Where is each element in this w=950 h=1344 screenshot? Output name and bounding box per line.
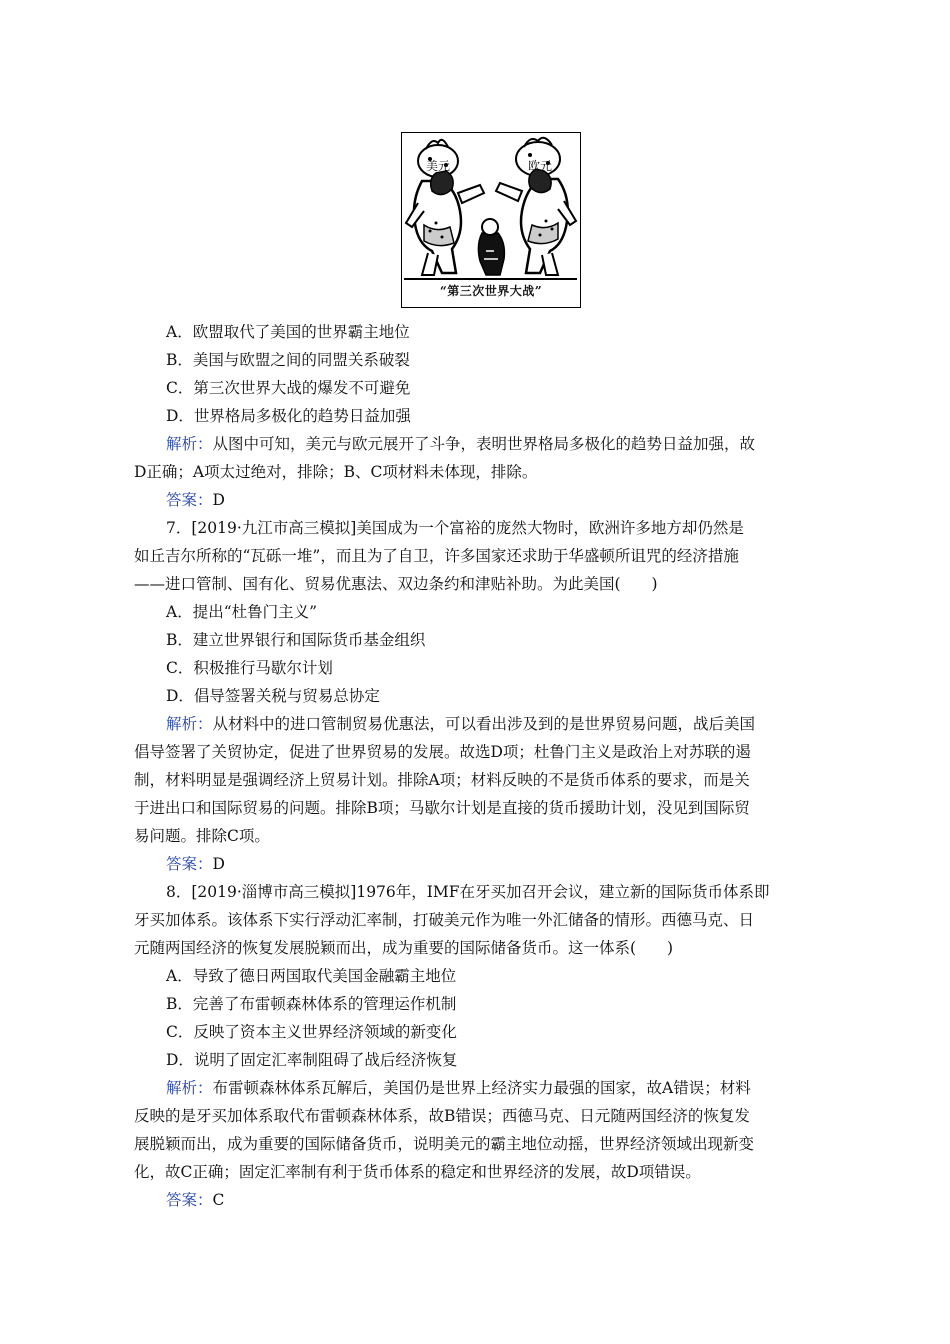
q7-analysis-line: 制，材料明显是强调经济上贸易计划。排除A项；材料反映的不是货币体系的要求，而是关 — [134, 771, 750, 789]
q7-answer: D — [212, 855, 225, 873]
q8-analysis-label: 解析： — [166, 1079, 213, 1097]
dollar-label: 美元 — [426, 159, 451, 173]
q6-option-a: A．欧盟取代了美国的世界霸主地位 — [166, 323, 410, 341]
q8-option-c: C．反映了资本主义世界经济领域的新变化 — [166, 1023, 457, 1041]
q7-option-b: B．建立世界银行和国际货币基金组织 — [166, 631, 426, 649]
q6-option-c: C．第三次世界大战的爆发不可避免 — [166, 379, 411, 397]
q8-analysis-line: 化，故C正确；固定汇率制有利于货币体系的稳定和世界经济的发展，故D项错误。 — [134, 1163, 701, 1181]
q8-analysis-line: 展脱颖而出，成为重要的国际储备货币，说明美元的霸主地位动摇，世界经济领域出现新变 — [134, 1135, 755, 1153]
q8-analysis-line — [134, 1074, 816, 1102]
q7-analysis-label: 解析： — [166, 715, 213, 733]
q6-analysis-label: 解析： — [166, 435, 213, 453]
question-content — [134, 318, 816, 1214]
q7-option-c: C．积极推行马歇尔计划 — [166, 659, 333, 677]
q8-option-a: A．导致了德日两国取代美国金融霸主地位 — [166, 967, 457, 985]
q8-answer-line — [134, 1186, 816, 1214]
q8-option-b: B．完善了布雷顿森林体系的管理运作机制 — [166, 995, 457, 1013]
q8-stem-line: 元随两国经济的恢复发展脱颖而出，成为重要的国际储备货币。这一体系( ) — [134, 939, 674, 957]
q7-analysis-line — [134, 710, 816, 738]
q6-analysis-text: 从图中可知，美元与欧元展开了斗争，表明世界格局多极化的趋势日益加强，故 — [212, 435, 756, 453]
q8-analysis-text: 布雷顿森林体系瓦解后，美国仍是世界上经济实力最强的国家，故A错误；材料 — [212, 1079, 751, 1097]
q6-answer-label: 答案： — [166, 491, 213, 509]
q7-analysis-line: 易问题。排除C项。 — [134, 827, 270, 845]
q7-option-a: A．提出“杜鲁门主义” — [166, 603, 318, 621]
q7-stem-line: 如丘吉尔所称的“瓦砾一堆”，而且为了自卫，许多国家还求助于华盛顿所诅咒的经济措施 — [134, 547, 739, 565]
q8-analysis-line: 反映的是牙买加体系取代布雷顿森林体系，故B错误；西德马克、日元随两国经济的恢复发 — [134, 1107, 750, 1125]
q6-option-d: D．世界格局多极化的趋势日益加强 — [166, 407, 411, 425]
q7-analysis-text: 从材料中的进口管制贸易优惠法，可以看出涉及到的是世界贸易问题，战后美国 — [212, 715, 756, 733]
q8-stem-line: 8．[2019·淄博市高三模拟]1976年，IMF在牙买加召开会议，建立新的国际货币体系即 — [166, 883, 770, 901]
cartoon-figure — [401, 132, 581, 308]
q7-answer-line — [134, 850, 816, 878]
q6-answer: D — [212, 491, 225, 509]
q7-stem-line: ——进口管制、国有化、贸易优惠法、双边条约和津贴补助。为此美国( ) — [134, 575, 658, 593]
q8-option-d: D．说明了固定汇率制阻碍了战后经济恢复 — [166, 1051, 458, 1069]
cartoon-caption: “第三次世界大战” — [439, 284, 543, 298]
q8-answer-label: 答案： — [166, 1191, 213, 1209]
q8-stem-line: 牙买加体系。该体系下实行浮动汇率制，打破美元作为唯一外汇储备的情形。西德马克、日 — [134, 911, 755, 929]
q6-option-b: B．美国与欧盟之间的同盟关系破裂 — [166, 351, 410, 369]
q8-answer: C — [212, 1191, 225, 1209]
q6-answer-line — [134, 486, 816, 514]
cartoon-drawing — [402, 133, 579, 283]
q6-analysis-line — [134, 430, 816, 458]
euro-label: 欧元 — [528, 159, 553, 173]
q7-analysis-line: 于进出口和国际贸易的问题。排除B项；马歇尔计划是直接的货币援助计划，没见到国际贸 — [134, 799, 750, 817]
q7-analysis-line: 倡导签署了关贸协定，促进了世界贸易的发展。故选D项；杜鲁门主义是政治上对苏联的遏 — [134, 743, 751, 761]
q7-option-d: D．倡导签署关税与贸易总协定 — [166, 687, 380, 705]
q7-answer-label: 答案： — [166, 855, 213, 873]
q6-analysis-line: D正确；A项太过绝对，排除；B、C项材料未体现，排除。 — [134, 463, 538, 481]
q7-stem-line: 7．[2019·九江市高三模拟]美国成为一个富裕的庞然大物时，欧洲许多地方却仍然是 — [166, 519, 744, 537]
